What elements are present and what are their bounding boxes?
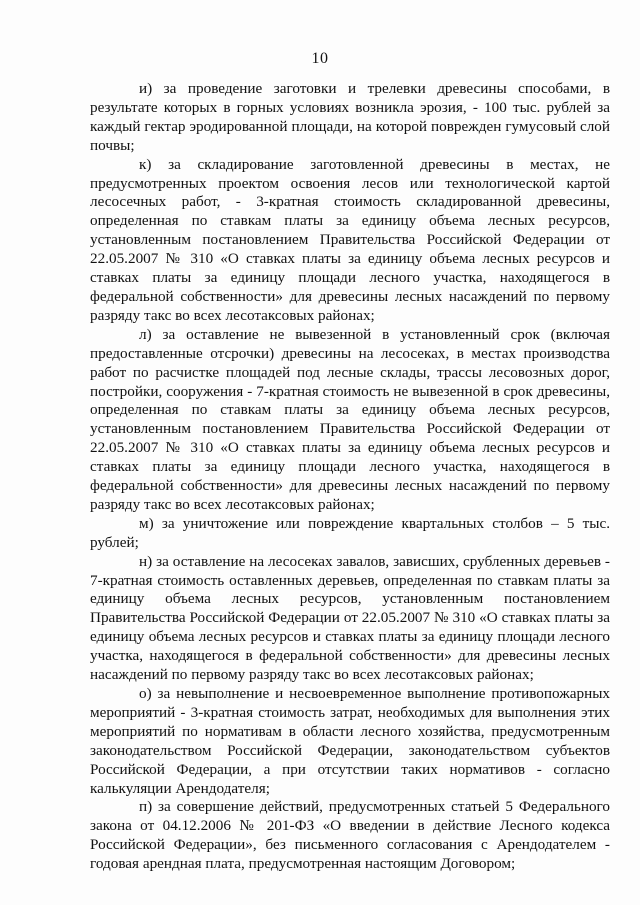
paragraph-m: м) за уничтожение или повреждение квартальных столбов – 5 тыс. рублей; <box>90 514 610 551</box>
paragraph-n: н) за оставление на лесосеках завалов, зависших, срубленных деревьев - 7-кратная стоимость оставленных деревьев, определенная по ставкам платы за единицу объема лесных ресурсов, установленным постановлением Правительства Российской Федерации от 22.05.2007 № 310 «О ставках платы за единицу объема лесных ресурсов и ставках платы за единицу площади лесного участка, находящегося в федеральной собственности» для древесины лесных насаждений по первому разряду такс во всех лесотаксовых районах; <box>90 552 610 684</box>
page-number: 10 <box>311 50 329 67</box>
paragraph-i: и) за проведение заготовки и трелевки древесины способами, в результате которых в горных условиях возникла эрозия, - 100 тыс. рублей за каждый гектар эродированной площади, на которой поврежден гумусовый слой почвы; <box>90 80 610 154</box>
paragraph-o: о) за невыполнение и несвоевременное выполнение противопожарных мероприятий - 3-кратная стоимость затрат, необходимых для выполнения этих мероприятий по нормативам в области лесного хозяйства, предусмотренным законодательством Российской Федерации, законодательством субъектов Российской Федерации, а при отсутствии таких нормативов - согласно калькуляции Арендодателя; <box>90 685 610 797</box>
paragraph-p: п) за совершение действий, предусмотренных статьей 5 Федерального закона от 04.12.2006 № 201-ФЗ «О введении в действие Лесного кодекса Российской Федерации», без письменного согласования с Арендодателем - годовая арендная плата, предусмотренная настоящим Договором; <box>90 798 610 873</box>
document-body <box>90 80 610 874</box>
paragraph-l: л) за оставление не вывезенной в установленный срок (включая предоставленные отсрочки) древесины на лесосеках, в местах производства работ по расчистке площадей под лесные склады, трассы лесовозных дорог, постройки, сооружения - 7-кратная стоимость не вывезенной в срок древесины, определенная по ставкам платы за единицу объема лесных ресурсов, установленным постановлением Правительства Российской Федерации от 22.05.2007 № 310 «О ставках платы за единицу объема лесных ресурсов и ставках платы за единицу площади лесного участка, находящегося в федеральной собственности» для древесины лесных насаждений по первому разряду такс во всех лесотаксовых районах; <box>90 325 610 513</box>
paragraph-k: к) за складирование заготовленной древесины в местах, не предусмотренных проектом освоения лесов или технологической картой лесосечных работ, - 3-кратная стоимость складированной древесины, определенная по ставкам платы за единицу объема лесных ресурсов, установленным постановлением Правительства Российской Федерации от 22.05.2007 № 310 «О ставках платы за единицу объема лесных ресурсов и ставках платы за единицу площади лесного участка, находящегося в федеральной собственности» для древесины лесных насаждений по первому разряду такс во всех лесотаксовых районах; <box>90 155 610 324</box>
